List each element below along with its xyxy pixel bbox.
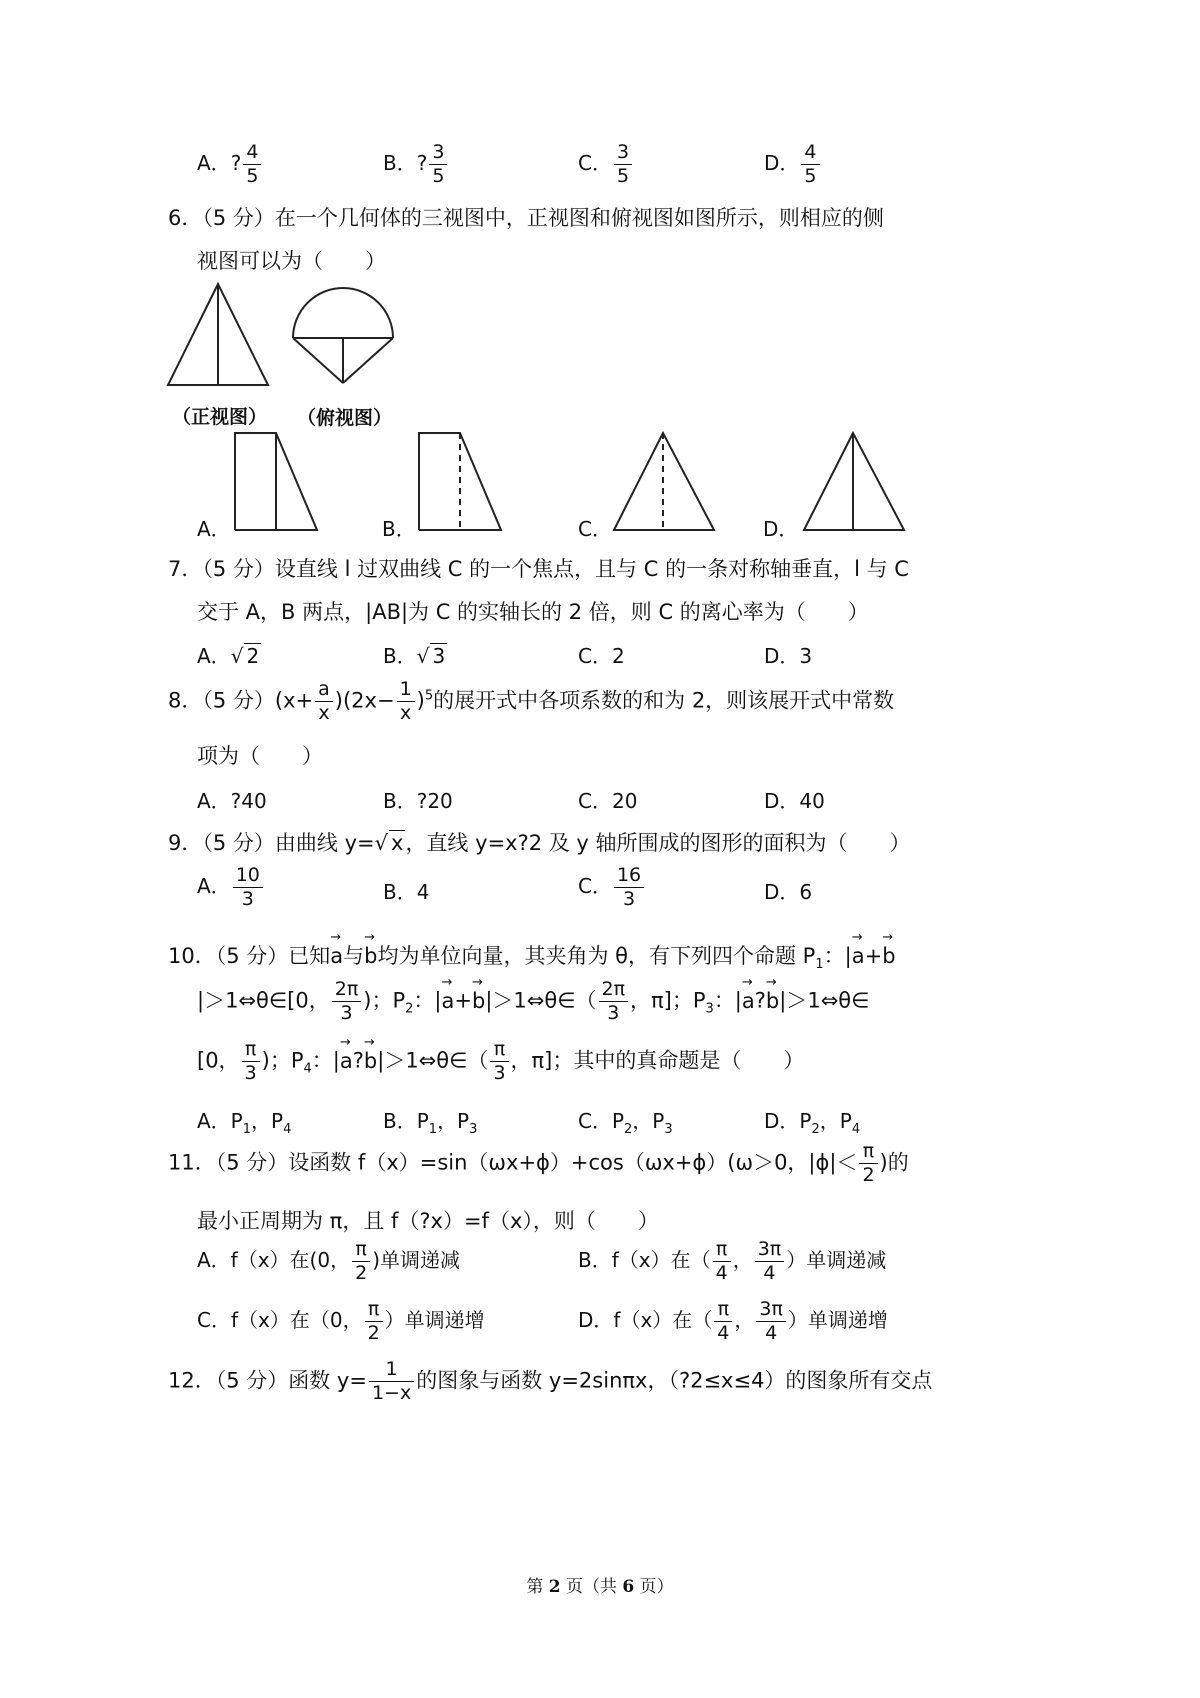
q11-option-d: D．f（x）在（ $\frac{\pi}{4}$ ， $\frac{3\pi}{4}$ ）单调递增 bbox=[578, 1298, 888, 1344]
q7-option-b: B．√ 3 bbox=[383, 644, 446, 668]
q10-option-b: B．$P_1$，$P_3$ bbox=[383, 1109, 478, 1137]
q10-option-c: C．$P_2$，$P_3$ bbox=[578, 1109, 673, 1137]
q8-option-b: B．?20 bbox=[383, 789, 453, 813]
q11-option-a: A．f（x）在(0， $\frac{\pi}{2}$ )单调递减 bbox=[197, 1238, 460, 1284]
q7-line1: 7．（5 分）设直线 l 过双曲线 C 的一个焦点，且与 C 的一条对称轴垂直，l 与 C bbox=[168, 557, 909, 581]
front-view-figure bbox=[160, 280, 280, 390]
q9-line1: 9．（5 分）由曲线 y=√ x，直线 y=x?2 及 y 轴所围成的图形的面积为（ ） bbox=[168, 831, 911, 855]
q8-line2: 项为（ ） bbox=[197, 744, 323, 768]
front-view-caption: （正视图） bbox=[172, 406, 268, 428]
q6-option-a-label: A． bbox=[197, 517, 231, 541]
q8-option-d: D．40 bbox=[764, 789, 825, 813]
q7-line2: 交于 A，B 两点，|AB|为 C 的实轴长的 2 倍，则 C 的离心率为（ ） bbox=[197, 600, 869, 624]
q8-line1: 8．（5 分）(x+ $\frac{a}{x}$ )(2x− $\frac{1}{x}$ )$^5$的展开式中各项系数的和为 2，则该展开式中常数 bbox=[168, 678, 895, 724]
q11-line2: 最小正周期为 π，且 f（?x）=f（x），则（ ） bbox=[197, 1209, 659, 1233]
q6-option-a-figure bbox=[232, 430, 322, 535]
top-view-caption: （俯视图） bbox=[297, 407, 393, 429]
q12-line1: 12．（5 分）函数 y= $\frac{1}{1-x}$ 的图象与函数 y=2sinπx，（?2≤x≤4）的图象所有交点 bbox=[168, 1358, 933, 1404]
q9-option-d: D．6 bbox=[764, 880, 813, 904]
q10-option-a: A．$P_1$，$P_4$ bbox=[197, 1109, 292, 1137]
q5-option-a: A．? $\frac{4}{5}$ bbox=[197, 143, 263, 186]
q6-line2: 视图可以为（ ） bbox=[197, 249, 386, 273]
q6-option-c-figure bbox=[610, 430, 720, 535]
q11-line1: 11．（5 分）设函数 f（x）=sin（ωx+ϕ）+cos（ωx+ϕ）(ω＞0，|ϕ|＜ $\frac{\pi}{2}$ )的 bbox=[168, 1140, 909, 1186]
q11-option-c: C．f（x）在（0， $\frac{\pi}{2}$ ）单调递增 bbox=[197, 1298, 485, 1344]
q9-option-c: C． $\frac{16}{3}$ bbox=[578, 866, 646, 909]
q10-option-d: D．$P_2$，$P_4$ bbox=[764, 1109, 861, 1137]
q5-option-d: D． $\frac{4}{5}$ bbox=[764, 143, 822, 186]
q6-option-c-label: C． bbox=[578, 517, 612, 541]
top-view-figure bbox=[285, 278, 405, 390]
q5-option-b: B．? $\frac{3}{5}$ bbox=[383, 143, 449, 186]
q7-option-c: C．2 bbox=[578, 644, 625, 668]
q5-option-c: C． $\frac{3}{5}$ bbox=[578, 143, 634, 186]
q6-option-b-figure bbox=[416, 430, 506, 535]
q6-option-d-figure bbox=[800, 430, 910, 535]
q6-line1: 6．（5 分）在一个几何体的三视图中，正视图和俯视图如图所示，则相应的侧 bbox=[168, 206, 884, 230]
q10-line1: 10．（5 分）已知→ a与→ b均为单位向量，其夹角为 θ，有下列四个命题 $P_1$：|→ a+→ b bbox=[168, 940, 896, 972]
q7-option-a: A．√ 2 bbox=[197, 644, 260, 668]
q11-option-b: B．f（x）在（ $\frac{\pi}{4}$ ， $\frac{3\pi}{4}$ ）单调递减 bbox=[578, 1238, 887, 1284]
q6-option-b-label: B． bbox=[382, 517, 416, 541]
q7-option-d: D．3 bbox=[764, 644, 813, 668]
q8-option-a: A．?40 bbox=[197, 789, 267, 813]
q6-option-d-label: D． bbox=[763, 517, 799, 541]
q9-option-a: A． $\frac{10}{3}$ bbox=[197, 866, 265, 909]
q8-option-c: C．20 bbox=[578, 789, 638, 813]
page-footer: 第 2 页（共 6 页） bbox=[526, 1577, 674, 1597]
q10-line3: [0， $\frac{\pi}{3}$ )；$P_4$：|→ a?→ b|＞1⇔θ∈（ $\frac{\pi}{3}$ ，π]；其中的真命题是（ ） bbox=[197, 1040, 804, 1083]
q10-line2: |＞1⇔θ∈[0， $\frac{2\pi}{3}$ )；$P_2$：|→ a+→ b|＞1⇔θ∈（ $\frac{2\pi}{3}$ ，π]；$P_3$：|→ a?→ b|＞1⇔θ∈ bbox=[197, 980, 869, 1023]
q9-option-b: B．4 bbox=[383, 880, 430, 904]
